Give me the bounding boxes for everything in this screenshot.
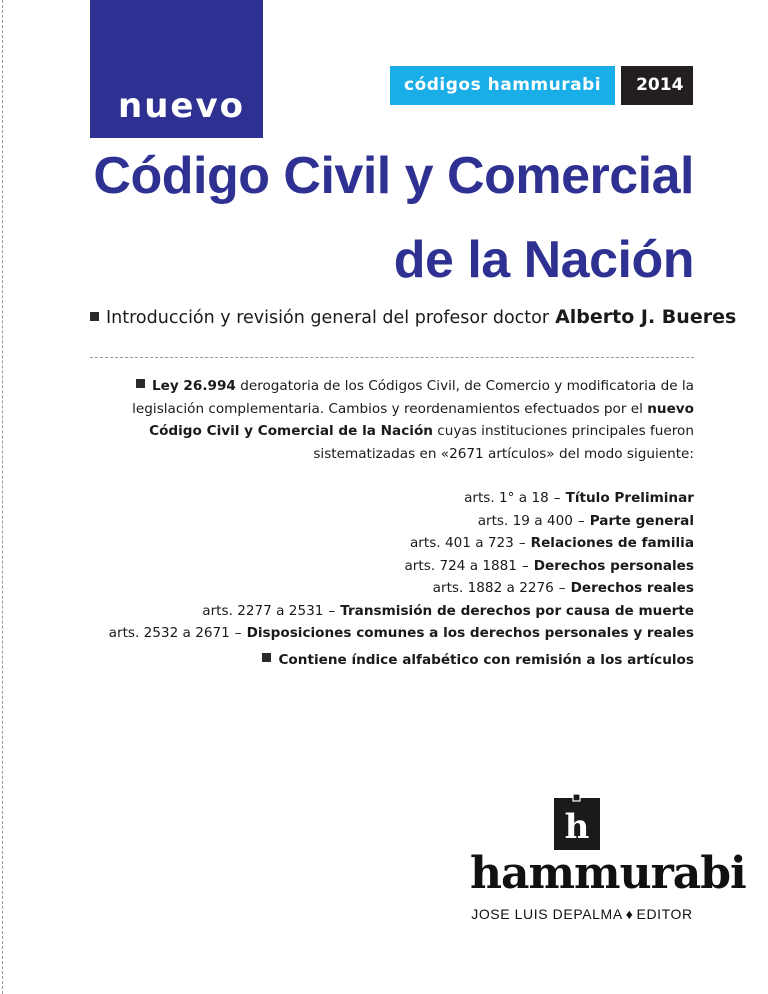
title-line-2: de la Nación <box>393 231 694 289</box>
article-range: arts. 19 a 400 <box>477 512 573 529</box>
article-section: Parte general <box>589 512 694 529</box>
article-range: arts. 1° a 18 <box>464 490 549 506</box>
article-section: Derechos reales <box>570 580 694 596</box>
article-range: arts. 2277 a 2531 <box>202 602 324 619</box>
nuevo-label: nuevo <box>118 86 245 126</box>
article-section: Disposiciones comunes a los derechos personales y reales <box>246 625 694 641</box>
article-row: arts. 401 a 723 – Relaciones de familia <box>409 535 694 551</box>
author-name: Alberto J. Bueres <box>555 306 737 328</box>
article-section: Transmisión de derechos por causa de muerte <box>340 602 694 619</box>
collection-name: códigos hammurabi <box>390 66 615 105</box>
articles-list <box>109 487 694 645</box>
intro-text: Introducción y revisión general del profesor doctor <box>106 308 550 328</box>
article-section: Título Preliminar <box>565 490 694 506</box>
series-banner <box>390 66 693 105</box>
index-note-text: Contiene índice alfabético con remisión a los artículos <box>278 652 694 668</box>
article-row: arts. 2277 a 2531 – Transmisión de derechos por causa de muerte <box>202 602 694 619</box>
publisher-logo-icon <box>552 794 602 852</box>
nuevo-box <box>90 0 263 138</box>
bullet-square-icon <box>90 312 99 321</box>
editor-name: JOSE LUIS DEPALMA <box>471 906 623 922</box>
article-range: arts. 724 a 1881 <box>404 557 517 574</box>
article-range: arts. 401 a 723 <box>409 535 514 551</box>
publisher-editor-line <box>470 906 694 922</box>
law-text-part2: cuyas instituciones principales fueron sistematizadas en «2671 artículos» del modo siguiente: <box>313 423 694 462</box>
index-note <box>262 652 694 668</box>
title-line-1: Código Civil y Comercial <box>93 147 694 205</box>
article-row: arts. 2532 a 2671 – Disposiciones comunes a los derechos personales y reales <box>108 625 694 641</box>
bullet-square-icon <box>136 379 145 388</box>
article-range: arts. 2532 a 2671 <box>108 625 230 641</box>
article-row: arts. 724 a 1881 – Derechos personales <box>404 557 694 574</box>
left-dashed-border <box>2 0 3 994</box>
article-row: arts. 1° a 18 – Título Preliminar <box>464 490 694 506</box>
law-number: Ley 26.994 <box>151 378 236 394</box>
edition-year: 2014 <box>621 66 693 105</box>
diamond-icon: ♦ <box>625 906 634 922</box>
editor-label: EDITOR <box>636 906 693 922</box>
law-text-part1: derogatoria de los Códigos Civil, de Comercio y modificatoria de la legislación complementaria. Cambios y reordenamientos efectuados por el <box>132 378 694 417</box>
article-section: Relaciones de familia <box>530 535 694 551</box>
article-range: arts. 1882 a 2276 <box>432 580 554 596</box>
introduction-line <box>90 306 736 328</box>
code-name: nuevo Código Civil y Comercial de la Nación <box>149 400 694 439</box>
logo-letter: h <box>564 807 590 847</box>
article-row: arts. 1882 a 2276 – Derechos reales <box>432 580 694 596</box>
bullet-square-icon <box>262 653 271 662</box>
publisher-name: hammurabi <box>470 848 746 899</box>
article-section: Derechos personales <box>533 557 694 574</box>
law-description <box>94 375 694 465</box>
dashed-divider <box>90 357 694 358</box>
article-row: arts. 19 a 400 – Parte general <box>477 512 694 529</box>
